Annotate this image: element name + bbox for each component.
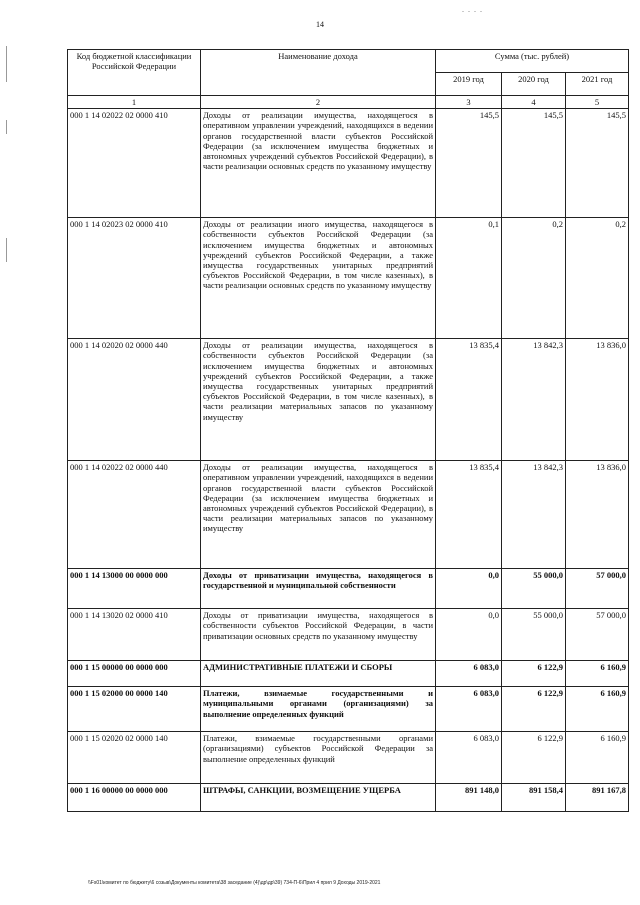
row-2019: 0,0 xyxy=(436,609,502,661)
table-row xyxy=(68,109,629,218)
table-row xyxy=(68,609,629,661)
row-2019: 0,0 xyxy=(436,569,502,609)
col-number: 1 xyxy=(68,96,201,109)
row-2021: 145,5 xyxy=(566,109,629,218)
header-year-2021: 2021 год xyxy=(566,73,629,96)
page-number: 14 xyxy=(316,20,324,29)
row-code: 000 1 16 00000 00 0000 000 xyxy=(68,784,201,812)
margin-mark xyxy=(6,46,7,82)
col-number: 5 xyxy=(566,96,629,109)
row-2021: 0,2 xyxy=(566,218,629,339)
row-name: Доходы от реализации имущества, находящегося в оперативном управлении учреждений, находящихся в ведении органов государственной власти субъектов Российской Федерации (за исключением имущества бюджетных и автономных учреждений субъектов Российской Федерации), в части реализации основных средств по указанному имуществу xyxy=(201,109,436,218)
row-code: 000 1 15 00000 00 0000 000 xyxy=(68,661,201,687)
row-name: ШТРАФЫ, САНКЦИИ, ВОЗМЕЩЕНИЕ УЩЕРБА xyxy=(201,784,436,812)
row-2020: 6 122,9 xyxy=(502,687,566,732)
row-2019: 6 083,0 xyxy=(436,687,502,732)
header-name: Наименование дохода xyxy=(201,50,436,96)
row-2021: 891 167,8 xyxy=(566,784,629,812)
row-code: 000 1 15 02020 02 0000 140 xyxy=(68,732,201,784)
row-2021: 13 836,0 xyxy=(566,339,629,461)
header-sum: Сумма (тыс. рублей) xyxy=(436,50,629,73)
header-year-2019: 2019 год xyxy=(436,73,502,96)
col-number: 3 xyxy=(436,96,502,109)
revenue-table xyxy=(67,49,629,812)
row-2019: 145,5 xyxy=(436,109,502,218)
table-row xyxy=(68,661,629,687)
row-2020: 13 842,3 xyxy=(502,339,566,461)
row-code: 000 1 15 02000 00 0000 140 xyxy=(68,687,201,732)
row-2021: 6 160,9 xyxy=(566,661,629,687)
row-code: 000 1 14 13000 00 0000 000 xyxy=(68,569,201,609)
row-2019: 6 083,0 xyxy=(436,732,502,784)
row-2021: 57 000,0 xyxy=(566,609,629,661)
header-year-2020: 2020 год xyxy=(502,73,566,96)
margin-mark xyxy=(6,120,7,134)
row-2019: 0,1 xyxy=(436,218,502,339)
row-2020: 55 000,0 xyxy=(502,569,566,609)
row-2020: 891 158,4 xyxy=(502,784,566,812)
row-2021: 6 160,9 xyxy=(566,687,629,732)
row-2020: 55 000,0 xyxy=(502,609,566,661)
row-name: АДМИНИСТРАТИВНЫЕ ПЛАТЕЖИ И СБОРЫ xyxy=(201,661,436,687)
row-name: Платежи, взимаемые государственными и муниципальными органами (организациями) за выполнение определенных функций xyxy=(201,687,436,732)
row-name: Доходы от реализации имущества, находящегося в собственности субъектов Российской Федерации (за исключением имущества бюджетных и автономных учреждений субъектов Российской Федерации, а также имущества государственных унитарных предприятий субъектов Российской Федерации, в том числе казенных), в части реализации материальных запасов по указанному имуществу xyxy=(201,339,436,461)
row-2019: 891 148,0 xyxy=(436,784,502,812)
row-2021: 13 836,0 xyxy=(566,461,629,569)
row-2020: 6 122,9 xyxy=(502,732,566,784)
row-2020: 13 842,3 xyxy=(502,461,566,569)
row-2019: 6 083,0 xyxy=(436,661,502,687)
row-name: Платежи, взимаемые государственными органами (организациями) субъектов Российской Федерации за выполнение определенных функций xyxy=(201,732,436,784)
table-row xyxy=(68,784,629,812)
row-code: 000 1 14 02023 02 0000 410 xyxy=(68,218,201,339)
table-row xyxy=(68,339,629,461)
row-name: Доходы от реализации иного имущества, находящегося в собственности субъектов Российской Федерации (за исключением имущества бюджетных и автономных учреждений субъектов Российской Федерации, а также имущества государственных унитарных предприятий субъектов Российской Федерации, в том числе казенных), в части реализации основных средств по указанному имуществу xyxy=(201,218,436,339)
top-marks: . . . . xyxy=(462,5,483,14)
row-2019: 13 835,4 xyxy=(436,461,502,569)
footer-file-path: \\Fs01\комитет по бюджету\6 созыв\Документы комитета\38 заседание (4)\др\др\39) 734-П-6\Прил 4 прил 9 Доходы 2019-2021 xyxy=(88,880,381,886)
row-code: 000 1 14 13020 02 0000 410 xyxy=(68,609,201,661)
row-name: Доходы от приватизации имущества, находящегося в государственной и муниципальной собственности xyxy=(201,569,436,609)
row-2020: 6 122,9 xyxy=(502,661,566,687)
row-2021: 6 160,9 xyxy=(566,732,629,784)
col-number: 2 xyxy=(201,96,436,109)
row-2021: 57 000,0 xyxy=(566,569,629,609)
row-code: 000 1 14 02022 02 0000 440 xyxy=(68,461,201,569)
row-code: 000 1 14 02020 02 0000 440 xyxy=(68,339,201,461)
table-row xyxy=(68,218,629,339)
row-2020: 0,2 xyxy=(502,218,566,339)
row-2020: 145,5 xyxy=(502,109,566,218)
row-2019: 13 835,4 xyxy=(436,339,502,461)
table-row xyxy=(68,687,629,732)
margin-mark xyxy=(6,238,7,262)
row-code: 000 1 14 02022 02 0000 410 xyxy=(68,109,201,218)
header-code: Код бюджетной классификации Российской Федерации xyxy=(68,50,201,96)
row-name: Доходы от приватизации имущества, находящегося в собственности субъектов Российской Федерации, в части приватизации основных средств по указанному имуществу xyxy=(201,609,436,661)
col-number: 4 xyxy=(502,96,566,109)
table-row xyxy=(68,569,629,609)
table-row xyxy=(68,732,629,784)
row-name: Доходы от реализации имущества, находящегося в оперативном управлении учреждений, находящихся в ведении органов государственной власти субъектов Российской Федерации (за исключением имущества бюджетных и автономных учреждений субъектов Российской Федерации), в части реализации материальных запасов по указанному имуществу xyxy=(201,461,436,569)
table-row xyxy=(68,461,629,569)
